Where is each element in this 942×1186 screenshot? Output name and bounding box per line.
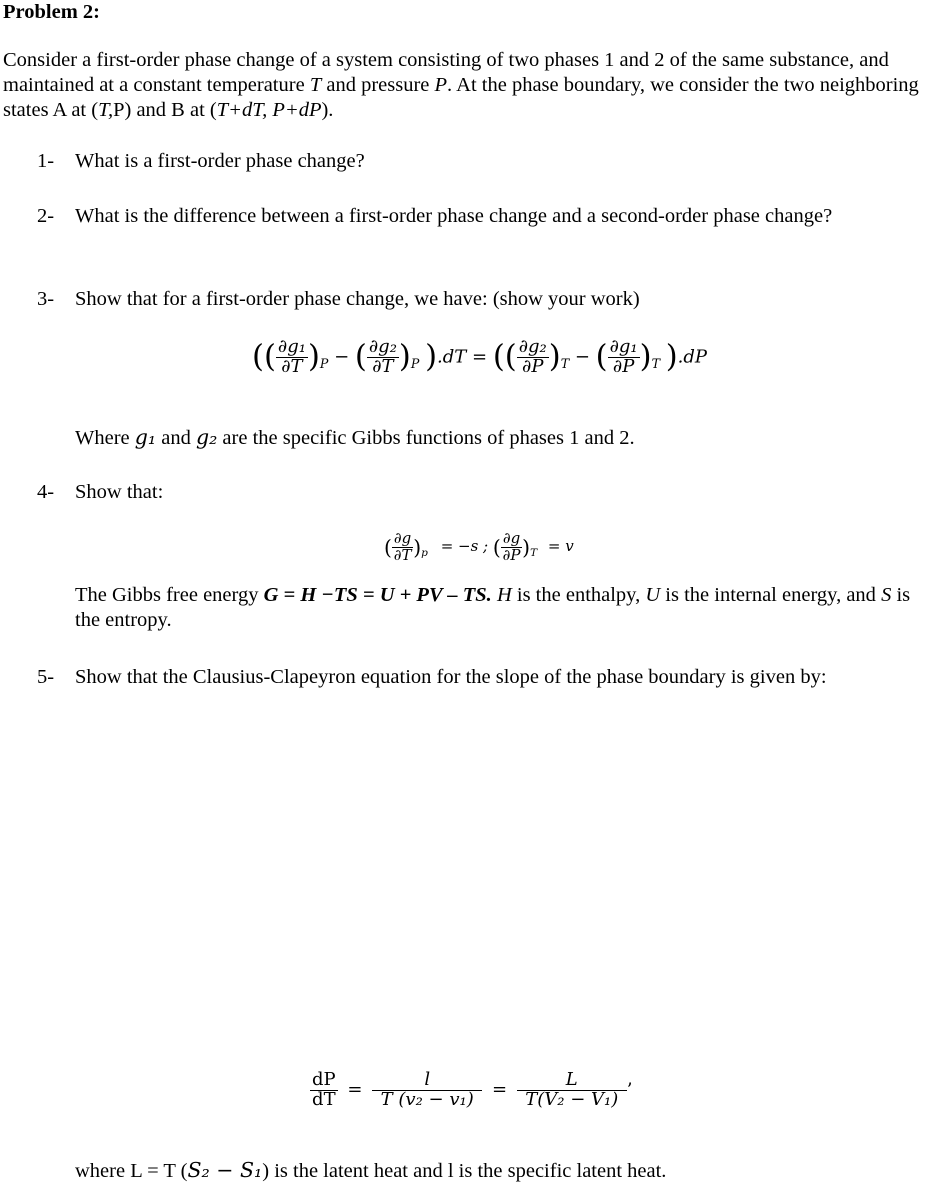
equation-4: ( $\frac{\partial g}{\partial T}$ )$_p = -s$ ; ( $\frac{\partial g}{\partial P}$ )$_T = v$ [384, 529, 574, 564]
question-4-number: 4- [37, 481, 55, 503]
problem-title: Problem 2: [3, 1, 100, 23]
intro-text-2: and pressure [321, 74, 435, 96]
question-1-text: What is a first-order phase change? [75, 150, 365, 172]
question-5-text: Show that the Clausius-Clapeyron equation for the slope of the phase boundary is given by: [75, 666, 827, 688]
equation-3: (( $\frac{\text{∂g₁}}{\partial T}$ )$_P$ − ( $\frac{\text{∂g₂}}{\partial T}$ )$_P$ ).dT = (( $\frac{\text{∂g₂}}{\partial P}$ )$_T$ − ( $\frac{\text{∂g₁}}{\partial P}$ )$_T$ ).dP [252, 336, 708, 377]
intro-paragraph [3, 48, 938, 123]
intro-text-5: ). [321, 99, 334, 121]
question-5-number: 5- [37, 666, 55, 688]
intro-state-a: T, [98, 99, 114, 121]
intro-P: P [434, 74, 448, 96]
question-3-text: Show that for a first-order phase change, we have: (show your work) [75, 288, 640, 310]
intro-text-1: Consider a first-order phase change of a system consisting of two phases 1 and 2 of the same substance, and maintained at a constant temperature [3, 49, 889, 96]
question-3-number: 3- [37, 288, 55, 310]
clausius-clapeyron-equation: $\frac{dP}{dT}$ = $\frac{l}{\text{T (v₂ − v₁)}}$ = $\frac{L}{\text{T(V₂ − V₁)}}$ ’ [312, 1069, 633, 1110]
question-4-text: Show that: [75, 481, 164, 503]
intro-text-4: P) and B at ( [113, 99, 217, 121]
question-2-number: 2- [37, 205, 55, 227]
where-g1-g2: Where g₁ and g₂ are the specific Gibbs functions of phases 1 and 2. [75, 425, 635, 449]
question-2-text: What is the difference between a first-order phase change and a second-order phase change? [75, 205, 833, 227]
question-1-number: 1- [37, 150, 55, 172]
intro-state-b: T+dT, P+dP [216, 99, 322, 121]
latent-heat-line: where L = T (S₂ − S₁) is the latent heat and l is the specific latent heat. [75, 1158, 667, 1182]
gibbs-paragraph: The Gibbs free energy G = H −TS = U + PV – TS. H is the enthalpy, U is the internal energy, and S is the entropy. [75, 584, 911, 631]
intro-text-3: . At the phase boundary, we consider the two neighboring states A at ( [3, 74, 919, 121]
intro-T: T [309, 74, 322, 96]
